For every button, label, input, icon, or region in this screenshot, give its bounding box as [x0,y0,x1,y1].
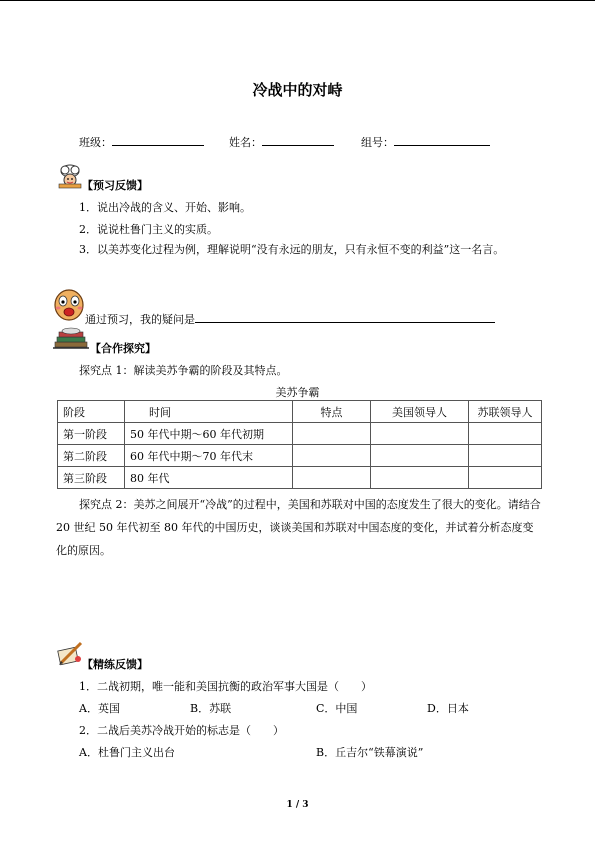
q1-option-d[interactable]: D．日本 [427,702,469,715]
pen-icon [55,641,85,670]
ussr-leader-cell[interactable] [469,445,542,467]
table-row [58,423,542,445]
table-header-cell: 阶段 [58,401,125,423]
stage-cell: 第二阶段 [58,445,125,467]
name-field [229,133,334,150]
face-icon [53,288,85,325]
group-field [361,133,490,150]
table-header-cell: 时间 [125,401,293,423]
coop-heading: 【合作探究】 [90,342,156,355]
us-leader-cell[interactable] [371,445,469,467]
preview-item-3: 3．以美苏变化过程为例，理解说明“没有永远的朋友，只有永恒不变的利益”这一名言。 [79,243,505,256]
page-title: 冷战中的对峙 [252,81,343,99]
table-row [58,445,542,467]
coop-point-1: 探究点 1：解读美苏争霸的阶段及其特点。 [79,364,288,377]
page-number: 1 / 3 [286,800,309,810]
time-cell: 60 年代中期～70 年代末 [125,445,293,467]
us-leader-cell[interactable] [371,467,469,489]
q2-option-b[interactable]: B．丘吉尔“铁幕演说” [316,746,424,759]
feature-cell[interactable] [293,467,371,489]
q1-option-b[interactable]: B．苏联 [190,702,232,715]
table-caption: 美苏争霸 [275,386,320,399]
class-blank[interactable] [112,133,204,146]
class-field [79,133,204,150]
table-header-cell: 美国领导人 [371,401,469,423]
table-row [58,467,542,489]
q1-option-c[interactable]: C．中国 [316,702,358,715]
preview-item-2: 2．说说杜鲁门主义的实质。 [79,223,218,236]
question-prompt: 通过预习，我的疑问是 [85,313,195,326]
ussr-leader-cell[interactable] [469,467,542,489]
class-label: 班级： [79,136,112,149]
us-leader-cell[interactable] [371,423,469,445]
group-blank[interactable] [394,133,490,146]
coop-point-2: 探究点 2：美苏之间展开“冷战”的过程中，美国和苏联对中国的态度发生了很大的变化。请结合 20 世纪 50 年代初至 80 年代的中国历史，谈谈美国和苏联对中国态度的变化，并试着分析态度变化的原因。 [56,498,541,557]
name-blank[interactable] [262,133,334,146]
table-header-row [58,401,542,423]
table-header-cell: 特点 [293,401,371,423]
question-blank[interactable] [195,310,495,323]
header-rule [0,0,595,1]
stage-cell: 第三阶段 [58,467,125,489]
feature-cell[interactable] [293,445,371,467]
time-cell: 50 年代中期～60 年代初期 [125,423,293,445]
preview-heading: 【预习反馈】 [82,179,148,192]
table-header-cell: 苏联领导人 [469,401,542,423]
name-label: 姓名： [229,136,262,149]
group-label: 组号： [361,136,394,149]
preview-item-1: 1．说出冷战的含义、开始、影响。 [79,201,251,214]
ussr-leader-cell[interactable] [469,423,542,445]
chef-icon [56,164,84,193]
books-icon [53,327,89,352]
feature-cell[interactable] [293,423,371,445]
question-line [85,310,495,327]
practice-heading: 【精练反馈】 [82,658,148,671]
rivalry-table [57,400,542,489]
question-2: 2．二战后美苏冷战开始的标志是（ ） [79,724,284,737]
time-cell: 80 年代 [125,467,293,489]
q2-option-a[interactable]: A．杜鲁门主义出台 [79,746,175,759]
q1-option-a[interactable]: A．英国 [79,702,120,715]
question-1: 1．二战初期，唯一能和美国抗衡的政治军事大国是（ ） [79,680,372,693]
stage-cell: 第一阶段 [58,423,125,445]
